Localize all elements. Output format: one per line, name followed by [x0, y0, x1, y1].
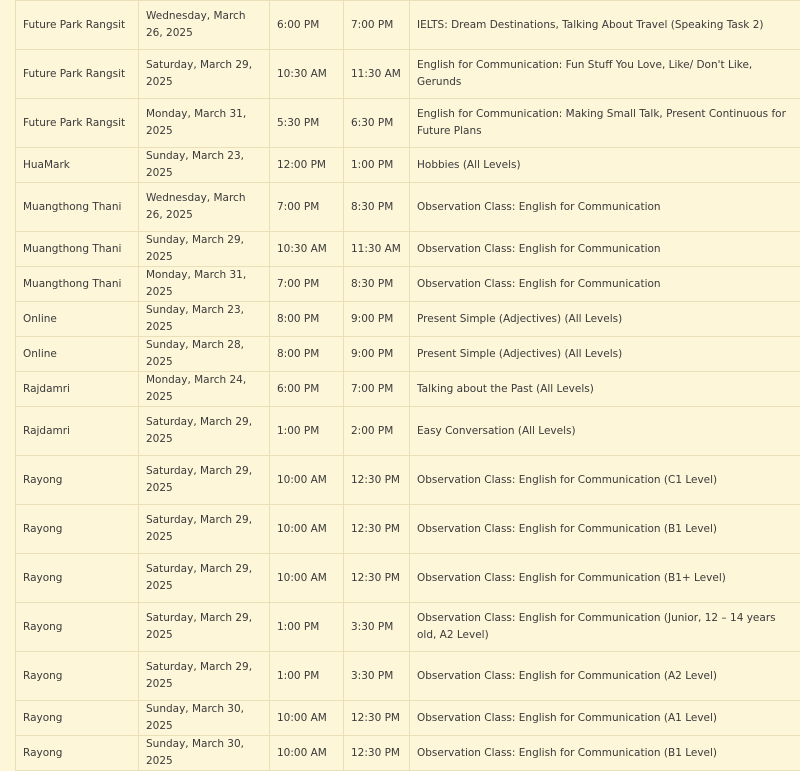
end-time-cell: 11:30 AM — [344, 232, 410, 267]
date-cell: Sunday, March 30, 2025 — [139, 701, 270, 736]
table-row — [16, 554, 800, 603]
location-cell: Muangthong Thani — [16, 267, 139, 302]
end-time-cell: 1:00 PM — [344, 148, 410, 183]
topic-cell: Talking about the Past (All Levels) — [410, 372, 800, 407]
table-row — [16, 267, 800, 302]
topic-cell: English for Communication: Making Small Talk, Present Continuous for Future Plans — [410, 99, 800, 148]
table-row — [16, 50, 800, 99]
start-time-cell: 10:00 AM — [270, 505, 344, 554]
end-time-cell: 12:30 PM — [344, 505, 410, 554]
table-row — [16, 148, 800, 183]
start-time-cell: 7:00 PM — [270, 183, 344, 232]
location-cell: HuaMark — [16, 148, 139, 183]
topic-cell: Present Simple (Adjectives) (All Levels) — [410, 337, 800, 372]
table-row — [16, 652, 800, 701]
date-cell: Wednesday, March 26, 2025 — [139, 183, 270, 232]
date-cell: Saturday, March 29, 2025 — [139, 554, 270, 603]
start-time-cell: 10:30 AM — [270, 232, 344, 267]
table-row — [16, 701, 800, 736]
topic-cell: Observation Class: English for Communication (B1 Level) — [410, 505, 800, 554]
end-time-cell: 3:30 PM — [344, 603, 410, 652]
location-cell: Online — [16, 337, 139, 372]
date-cell: Sunday, March 23, 2025 — [139, 302, 270, 337]
end-time-cell: 12:30 PM — [344, 554, 410, 603]
end-time-cell: 9:00 PM — [344, 337, 410, 372]
date-cell: Monday, March 31, 2025 — [139, 267, 270, 302]
date-cell: Wednesday, March 26, 2025 — [139, 1, 270, 50]
location-cell: Online — [16, 302, 139, 337]
location-cell: Rajdamri — [16, 372, 139, 407]
class-schedule-table — [15, 0, 800, 771]
end-time-cell: 6:30 PM — [344, 99, 410, 148]
start-time-cell: 10:00 AM — [270, 736, 344, 771]
location-cell: Rayong — [16, 736, 139, 771]
topic-cell: Present Simple (Adjectives) (All Levels) — [410, 302, 800, 337]
start-time-cell: 1:00 PM — [270, 407, 344, 456]
end-time-cell: 7:00 PM — [344, 372, 410, 407]
topic-cell: Observation Class: English for Communication (A2 Level) — [410, 652, 800, 701]
location-cell: Rayong — [16, 456, 139, 505]
date-cell: Sunday, March 23, 2025 — [139, 148, 270, 183]
table-row — [16, 232, 800, 267]
schedule-rows — [16, 1, 800, 771]
date-cell: Sunday, March 29, 2025 — [139, 232, 270, 267]
table-row — [16, 1, 800, 50]
end-time-cell: 11:30 AM — [344, 50, 410, 99]
table-row — [16, 456, 800, 505]
end-time-cell: 8:30 PM — [344, 267, 410, 302]
end-time-cell: 12:30 PM — [344, 456, 410, 505]
topic-cell: Easy Conversation (All Levels) — [410, 407, 800, 456]
end-time-cell: 8:30 PM — [344, 183, 410, 232]
topic-cell: Observation Class: English for Communication — [410, 232, 800, 267]
date-cell: Saturday, March 29, 2025 — [139, 407, 270, 456]
start-time-cell: 8:00 PM — [270, 337, 344, 372]
topic-cell: IELTS: Dream Destinations, Talking About Travel (Speaking Task 2) — [410, 1, 800, 50]
table-row — [16, 736, 800, 771]
table-row — [16, 302, 800, 337]
location-cell: Rayong — [16, 554, 139, 603]
date-cell: Saturday, March 29, 2025 — [139, 50, 270, 99]
location-cell: Muangthong Thani — [16, 183, 139, 232]
start-time-cell: 8:00 PM — [270, 302, 344, 337]
table-row — [16, 337, 800, 372]
start-time-cell: 12:00 PM — [270, 148, 344, 183]
topic-cell: Observation Class: English for Communication (A1 Level) — [410, 701, 800, 736]
topic-cell: English for Communication: Fun Stuff You Love, Like/ Don't Like, Gerunds — [410, 50, 800, 99]
table-row — [16, 407, 800, 456]
location-cell: Muangthong Thani — [16, 232, 139, 267]
topic-cell: Observation Class: English for Communication — [410, 267, 800, 302]
topic-cell: Observation Class: English for Communication (B1+ Level) — [410, 554, 800, 603]
location-cell: Rajdamri — [16, 407, 139, 456]
start-time-cell: 10:00 AM — [270, 701, 344, 736]
start-time-cell: 10:30 AM — [270, 50, 344, 99]
date-cell: Sunday, March 30, 2025 — [139, 736, 270, 771]
date-cell: Saturday, March 29, 2025 — [139, 603, 270, 652]
location-cell: Future Park Rangsit — [16, 99, 139, 148]
date-cell: Monday, March 31, 2025 — [139, 99, 270, 148]
start-time-cell: 6:00 PM — [270, 372, 344, 407]
topic-cell: Hobbies (All Levels) — [410, 148, 800, 183]
date-cell: Saturday, March 29, 2025 — [139, 505, 270, 554]
date-cell: Sunday, March 28, 2025 — [139, 337, 270, 372]
location-cell: Future Park Rangsit — [16, 50, 139, 99]
end-time-cell: 12:30 PM — [344, 736, 410, 771]
start-time-cell: 1:00 PM — [270, 603, 344, 652]
topic-cell: Observation Class: English for Communication — [410, 183, 800, 232]
date-cell: Saturday, March 29, 2025 — [139, 456, 270, 505]
table-row — [16, 505, 800, 554]
table-row — [16, 603, 800, 652]
topic-cell: Observation Class: English for Communication (B1 Level) — [410, 736, 800, 771]
topic-cell: Observation Class: English for Communication (Junior, 12 – 14 years old, A2 Level) — [410, 603, 800, 652]
location-cell: Rayong — [16, 603, 139, 652]
start-time-cell: 6:00 PM — [270, 1, 344, 50]
start-time-cell: 10:00 AM — [270, 554, 344, 603]
location-cell: Rayong — [16, 505, 139, 554]
date-cell: Monday, March 24, 2025 — [139, 372, 270, 407]
table-row — [16, 183, 800, 232]
location-cell: Future Park Rangsit — [16, 1, 139, 50]
topic-cell: Observation Class: English for Communication (C1 Level) — [410, 456, 800, 505]
start-time-cell: 7:00 PM — [270, 267, 344, 302]
end-time-cell: 3:30 PM — [344, 652, 410, 701]
date-cell: Saturday, March 29, 2025 — [139, 652, 270, 701]
start-time-cell: 5:30 PM — [270, 99, 344, 148]
end-time-cell: 7:00 PM — [344, 1, 410, 50]
table-row — [16, 99, 800, 148]
start-time-cell: 10:00 AM — [270, 456, 344, 505]
end-time-cell: 9:00 PM — [344, 302, 410, 337]
table-row — [16, 372, 800, 407]
end-time-cell: 12:30 PM — [344, 701, 410, 736]
location-cell: Rayong — [16, 701, 139, 736]
end-time-cell: 2:00 PM — [344, 407, 410, 456]
location-cell: Rayong — [16, 652, 139, 701]
schedule-table-wrapper — [15, 0, 800, 771]
start-time-cell: 1:00 PM — [270, 652, 344, 701]
